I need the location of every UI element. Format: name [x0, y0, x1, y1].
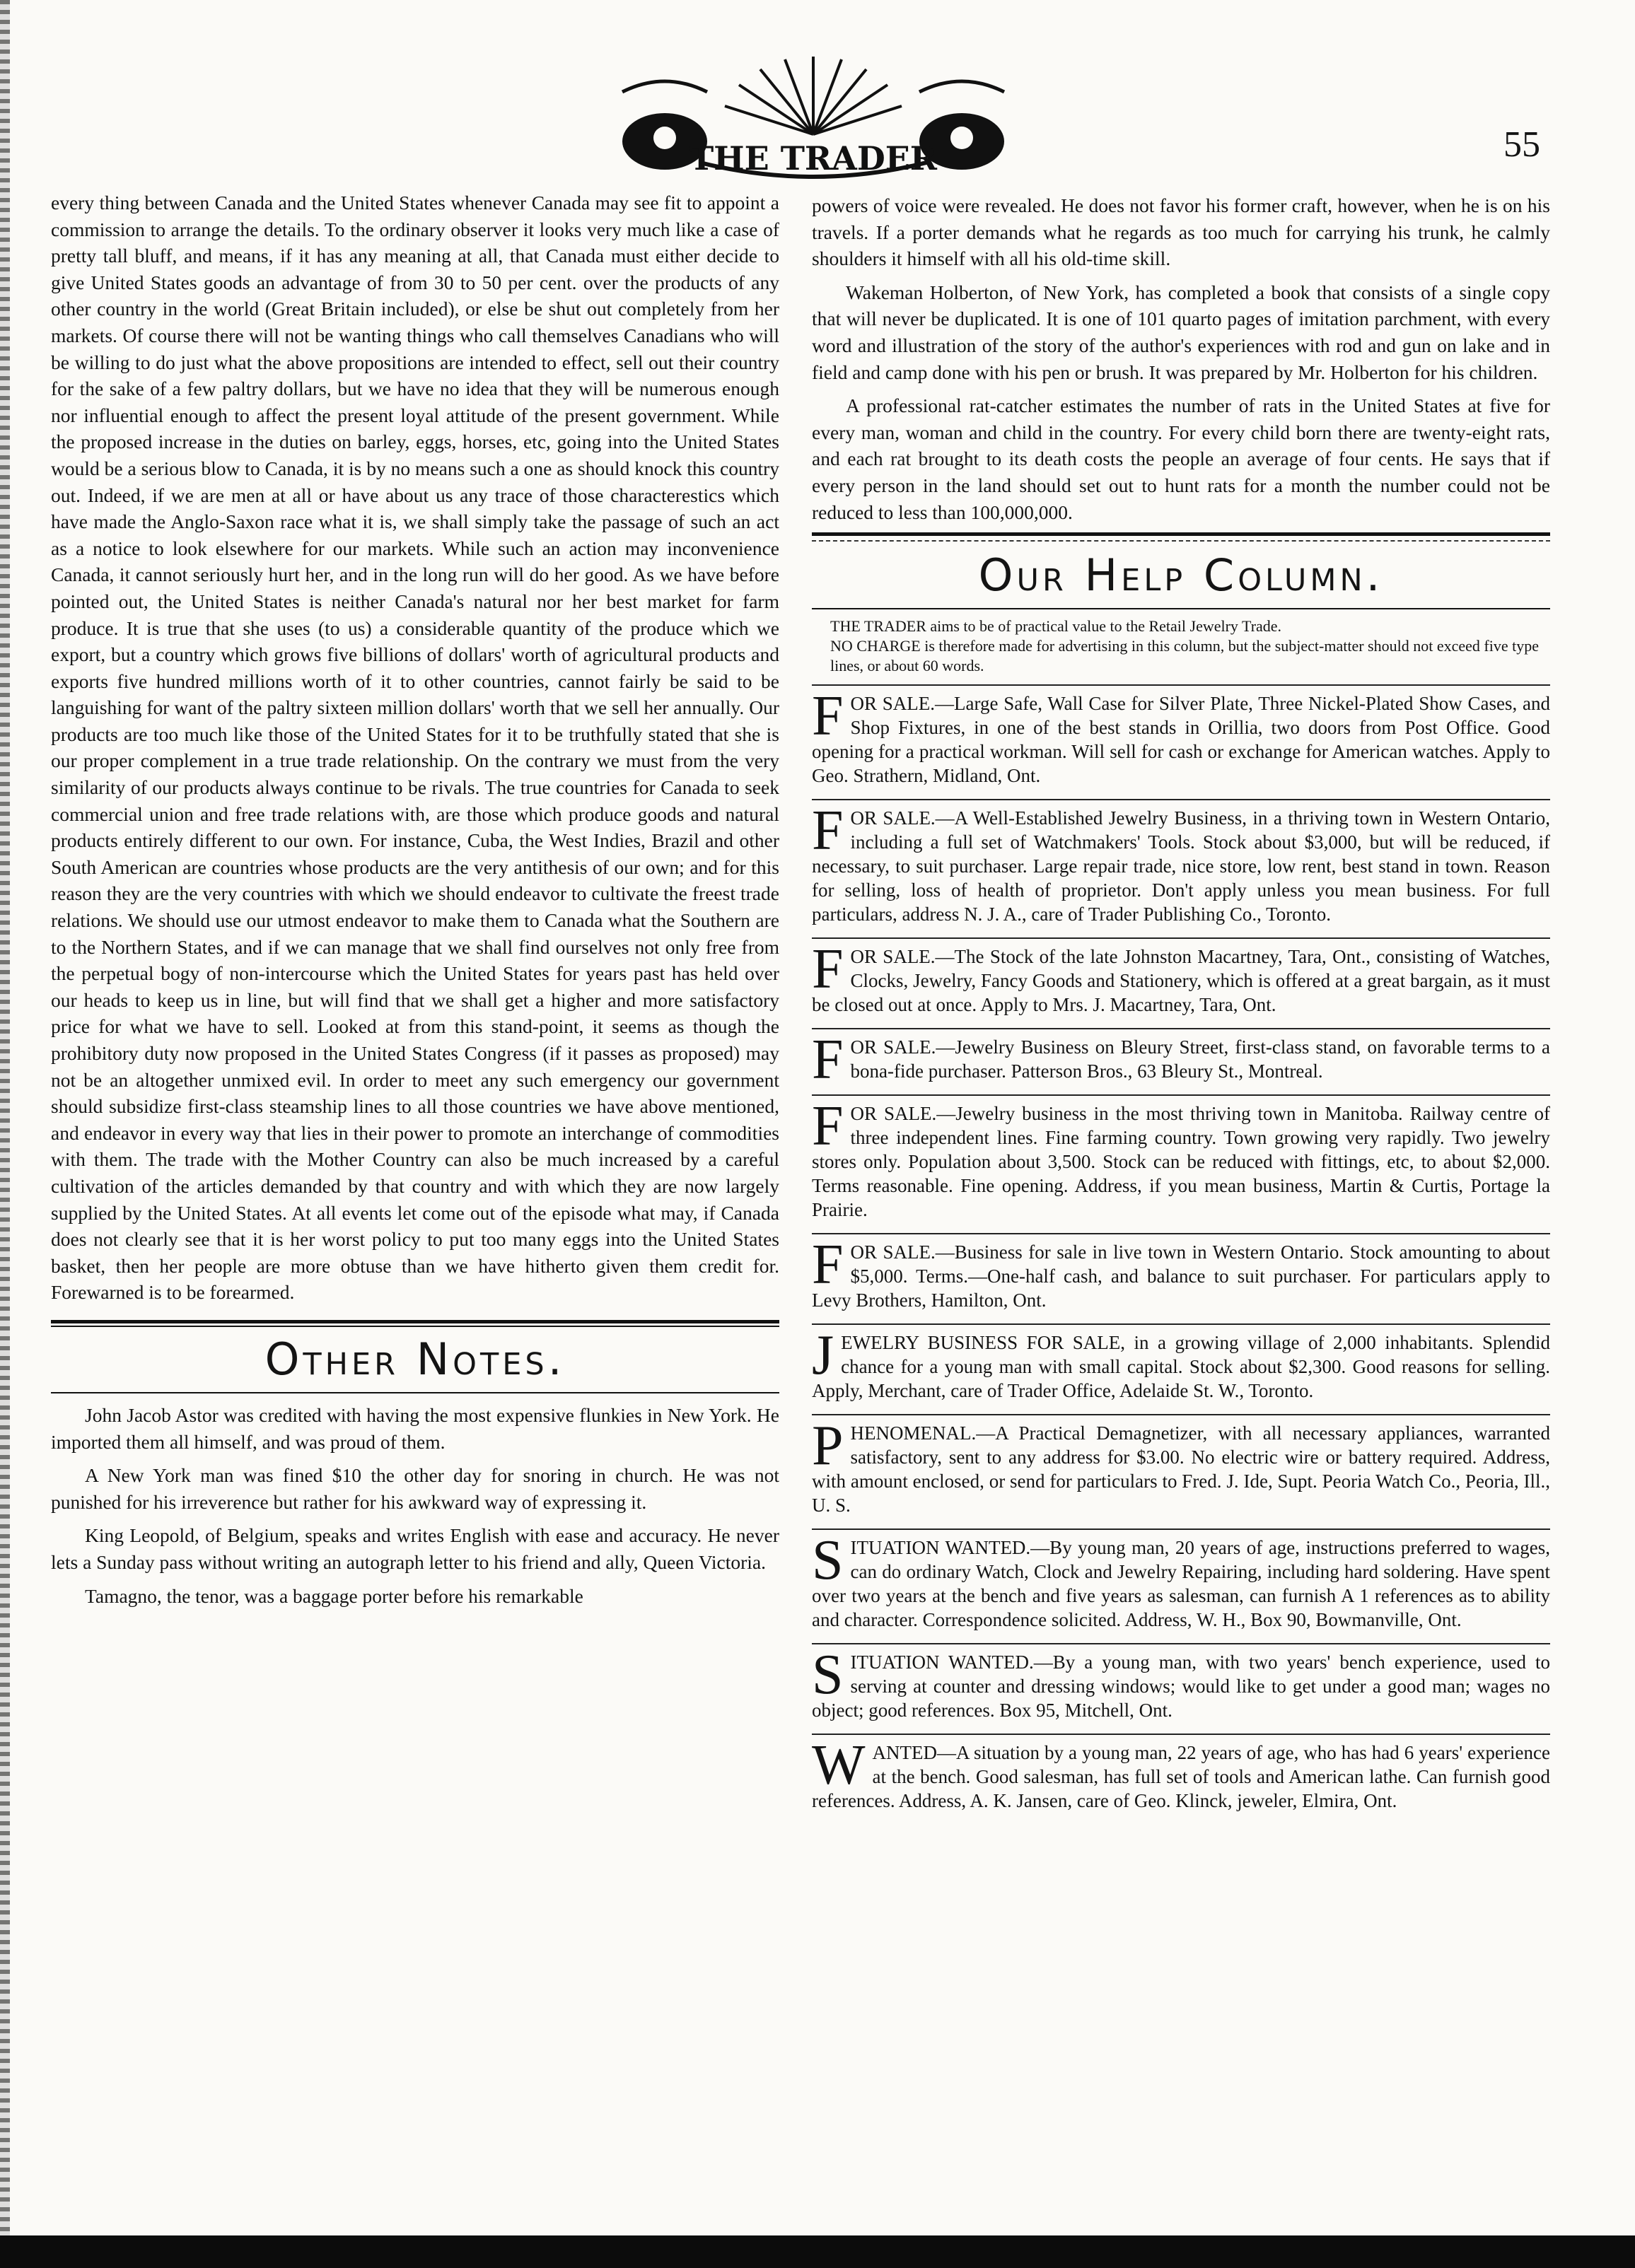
editorial-paragraph: every thing between Canada and the United States whenever Canada may see fit to appoint a commission to arrange the details. To the ordinary observer it looks very much like a case of pretty tall bluff, and means, if it has any meaning at all, that Canada must either decide to give United States goods an advantage of from 30 to 50 per cent. over the products of any other country in the world (Great Britain included), or else be shut out completely from her markets. Of course there will not be wanting things who call themselves Canadians who will be willing to do just what the above propositions are intended to effect, sell out their country for the sake of a few paltry dollars, but we have no idea that they will be numerous enough nor influential enough to affect the present loyal attitude of the present government. While the proposed increase in the duties on barley, eggs, horses, etc, going into the United States would be a serious blow to Canada, it is by no means such a one as should knock this country out. Indeed, if we are men at all or have about us any trace of those characterestics which have made the Anglo-Saxon race what it is, we shall simply take the passage of such an act as a notice to look elsewhere for our markets. While such an action may inconvenience Canada, it cannot seriously hurt her, and in the long run will do her good. As we have before pointed out, the United States is neither Canada's natural nor her best market for farm produce. It is true that she uses (to us) a considerable quantity of the produce which we export, but a country which grows five billions of dollars' worth of agricultural products and exports five hundred millions worth of it to other countries, cannot fairly be said to be languishing for want of the paltry sixteen million dollars' worth that we sell her annually. Our products are too much like those of the United States for it to be truthfully stated that she is our proper complement in a true trade relationship. On the contrary we must from the very similarity of our products always continue to be rivals. The true countries for Canada to seek commercial union and free trade relations with, are those which produce goods and natural products entirely different to our own. For instance, Cuba, the West Indies, Brazil and other South American are countries whose products are the very antithesis of our own; and for this reason they are the very countries with which we should endeavor to cultivate the freest trade relations. We should use our utmost endeavor to make them to Canada what the Southern are to the Northern States, and if we can manage that we shall find ourselves not only free from the perpetual bogy of non-intercourse which the United States for years past has held over our heads to keep us in line, but will find that we shall get a higher and more satisfactory price for what we have to sell. Looked at from this stand-point, it seems as though the prohibitory duty now proposed in the United States Congress (if it passes as proposed) may not be an altogether unmixed evil. In order to meet any such emergency our government should subsidize first-class steamship lines to all those countries we have above mentioned, and endeavor in every way that lies in their power to promote an interchange of commodities with them. The trade with the Mother Country can also be much increased by a careful cultivation of the articles demanded by that country and with which they are now largely supplied by the United States. At all events let come out of the episode what may, if Canada does not clearly see that it is her worst policy to put too many eggs into the United States basket, then her people are more obtuse than we have hitherto given them credit for. Forewarned is to be forearmed.: [51, 192, 779, 1304]
classified-ad: [812, 1323, 1550, 1403]
divider: [812, 608, 1550, 609]
section-title-other-notes: Other Notes.: [264, 1333, 566, 1385]
masthead-logo: [594, 49, 1032, 184]
intro-line: THE TRADER aims to be of practical value to the Retail Jewelry Trade.: [830, 617, 1282, 636]
scan-edge-strip: [0, 0, 10, 2268]
ad-dropcap: F: [812, 800, 844, 863]
ad-dropcap: F: [812, 1234, 844, 1297]
note-paragraph: powers of voice were revealed. He does not favor his former craft, however, when he is on his travels. If a porter demands what he regards as too much for carrying his trunk, he calmly shoulders it himself with all his old-time skill.: [812, 194, 1550, 270]
ad-text: ITUATION WANTED.—By young man, 20 years of age, instructions preferred to wages, can do ordinary Watch, Clock and Jewelry Repairing, including hard soldering. Have spent over two years at the bench and five years as salesman, can furnish A 1 references as to ability and character. Correspondence solicited. Address, W. H., Box 90, Bowmanville, Ont.: [812, 1537, 1550, 1631]
help-column-intro: [830, 616, 1550, 676]
classified-ad: [812, 1734, 1550, 1813]
ad-dropcap: J: [812, 1324, 834, 1387]
ad-dropcap: P: [812, 1415, 844, 1478]
classified-ad: [812, 1094, 1550, 1222]
note-paragraph: A professional rat-catcher estimates the number of rats in the United States at five for every man, woman and child in the country. For every child born there are twenty-eight rats, and each rat brought to its death costs the people an average of four cents. He says that if every person in the land should set out to hunt rats for a month the number could not be reduced to less than 100,000,000.: [812, 394, 1550, 523]
ad-text: OR SALE.—Jewelry Business on Bleury Street, first-class stand, on favorable terms to a bona-fide purchaser. Patterson Bros., 63 Bleury St., Montreal.: [850, 1036, 1550, 1082]
divider: [51, 1392, 779, 1393]
divider: [812, 532, 1550, 536]
classified-ad: [812, 1028, 1550, 1092]
divider: [51, 1326, 779, 1327]
ad-text: OR SALE.—Business for sale in live town in Western Ontario. Stock amounting to about $5,000. Terms.—One-half cash, and balance to suit purchaser. For particulars apply to Levy Brothers, Hamilton, Ont.: [812, 1241, 1550, 1311]
ad-dropcap: F: [812, 1029, 844, 1092]
ad-text: ANTED—A situation by a young man, 22 years of age, who has had 6 years' experience at the bench. Good salesman, has full set of tools and American lathe. Can furnish good references. Address, A. K. Jansen, care of Geo. Klinck, jeweler, Elmira, Ont.: [812, 1742, 1550, 1812]
masthead-title: THE TRADER: [689, 139, 938, 177]
ad-text: OR SALE.—The Stock of the late Johnston Macartney, Tara, Ont., consisting of Watches, Clocks, Jewelry, Fancy Goods and Stationery, which is offered at a great bargain, as it must be closed out at once. Apply to Mrs. J. Macartney, Tara, Ont.: [812, 946, 1550, 1016]
ad-text: ITUATION WANTED.—By a young man, with two years' bench experience, used to serving at counter and dressing windows; would like to get under a good man; wages no object; good references. Box 95, Mitchell, Ont.: [812, 1652, 1550, 1722]
ad-text: OR SALE.—A Well-Established Jewelry Business, in a thriving town in Western Ontario, including a full set of Watchmakers' Tools. Stock about $3,000, but will be reduced, if necessary, to suit purchaser. Large repair trade, nice store, low rent, best stand in town. Reason for selling, loss of health of proprietor. Don't apply unless you mean business. For full particulars, address N. J. A., care of Trader Publishing Co., Toronto.: [812, 807, 1550, 925]
left-column: [51, 189, 779, 1616]
ad-text: OR SALE.—Jewelry business in the most thriving town in Manitoba. Railway centre of three independent lines. Fine farming country. Town growing very rapidly. Two jewelry stores only. Population about 3,500. Stock can be reduced with fittings, etc, to about $2,000. Terms reasonable. Fine opening. Address, if you mean business, Martin & Curtis, Portage la Prairie.: [812, 1103, 1550, 1221]
note-paragraph: Wakeman Holberton, of New York, has completed a book that consists of a single copy that will never be duplicated. It is one of 101 quarto pages of imitation parchment, with every word and illustration of the story of the author's experiences with rod and gun on lake and in field and camp done with his pen or brush. It was prepared by Mr. Holberton for his children.: [812, 281, 1550, 383]
classified-ad: [812, 1528, 1550, 1632]
ad-text: HENOMENAL.—A Practical Demagnetizer, with all necessary appliances, warranted satisfactory, sent to any address for $3.00. No electric wire or battery required. Address, with amount enclosed, or send for particulars to Fred. J. Ide, Supt. Peoria Watch Co., Peoria, Ill., U. S.: [812, 1422, 1550, 1516]
classified-ad: [812, 937, 1550, 1017]
page-number: 55: [1503, 124, 1540, 165]
classified-ad: [812, 1414, 1550, 1517]
ad-dropcap: F: [812, 938, 844, 1001]
note-paragraph: Tamagno, the tenor, was a baggage porter before his remarkable: [85, 1584, 583, 1607]
divider: [51, 1320, 779, 1323]
section-title-help-column: Our Help Column.: [978, 549, 1384, 602]
classified-ad: [812, 1643, 1550, 1722]
intro-line: NO CHARGE is therefore made for advertising in this column, but the subject-matter should not exceed five type lines, or about 60 words.: [830, 637, 1539, 675]
ad-dropcap: F: [812, 1095, 844, 1158]
ad-dropcap: F: [812, 685, 844, 748]
classified-ad: [812, 684, 1550, 788]
classified-ad: [812, 799, 1550, 926]
note-paragraph: John Jacob Astor was credited with having the most expensive flunkies in New York. He imported them all himself, and was proud of them.: [51, 1403, 779, 1453]
page-bottom-border: [0, 2235, 1635, 2268]
note-paragraph: A New York man was fined $10 the other day for snoring in church. He was not punished for his irreverence but rather for his awkward way of expressing it.: [51, 1464, 779, 1513]
note-paragraph: King Leopold, of Belgium, speaks and writes English with ease and accuracy. He never lets a Sunday pass without writing an autograph letter to his friend and ally, Queen Victoria.: [51, 1524, 779, 1573]
divider: [812, 540, 1550, 542]
ad-dropcap: S: [812, 1644, 844, 1707]
ad-text: OR SALE.—Large Safe, Wall Case for Silver Plate, Three Nickel-Plated Show Cases, and Shop Fixtures, in one of the best stands in Orillia, two doors from Post Office. Good opening for a practical workman. Will sell for cash or exchange for American watches. Apply to Geo. Strathern, Midland, Ont.: [812, 693, 1550, 787]
ad-dropcap: S: [812, 1529, 844, 1592]
classified-ad: [812, 1233, 1550, 1312]
ad-text: EWELRY BUSINESS FOR SALE, in a growing village of 2,000 inhabitants. Splendid chance for a young man with small capital. Stock about $2,300. Good reasons for selling. Apply, Merchant, care of Trader Office, Adelaide St. W., Toronto.: [812, 1332, 1550, 1402]
right-column: [812, 192, 1550, 1824]
ad-dropcap: W: [812, 1734, 866, 1797]
